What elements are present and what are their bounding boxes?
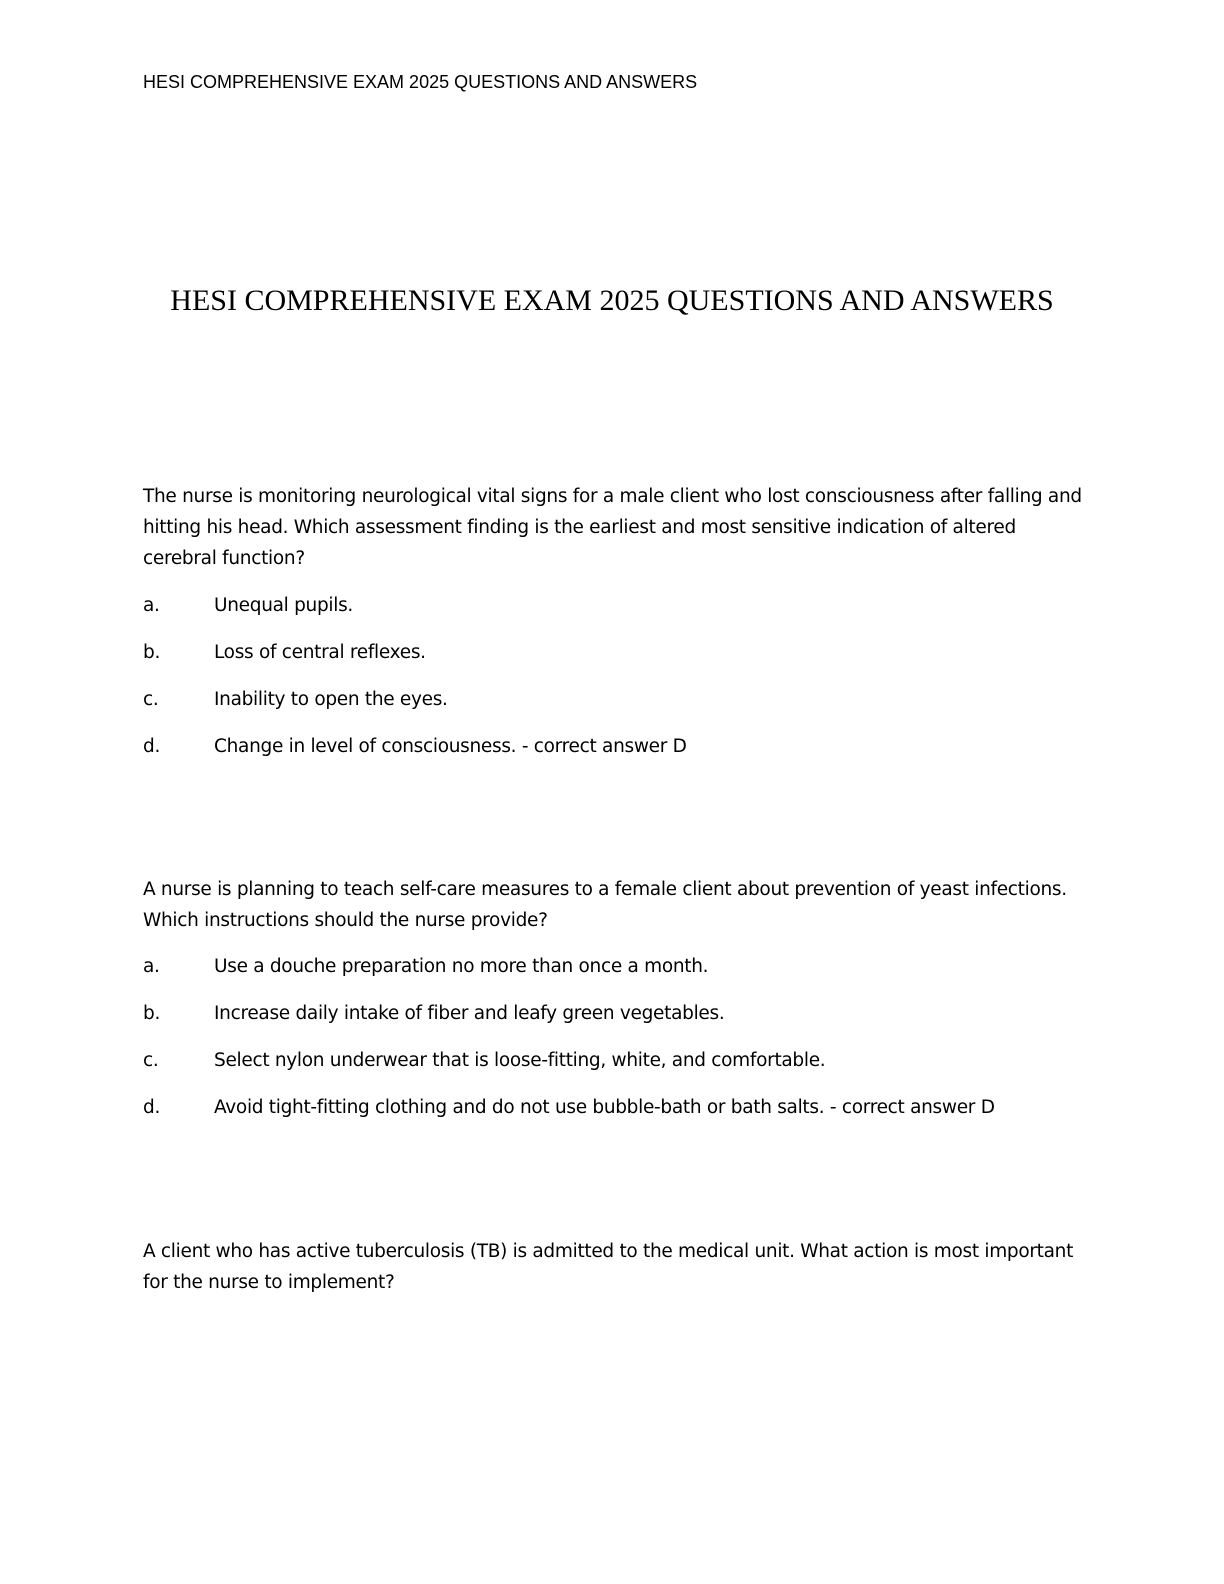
question-2-option-b [143,1003,724,1024]
option-letter: a. [143,956,160,977]
question-2-option-a [143,956,708,977]
option-text: Unequal pupils. [214,595,353,616]
option-text: Avoid tight-fitting clothing and do not use bubble-bath or bath salts. - correct answer D [214,1097,995,1118]
option-letter: b. [143,1003,161,1024]
option-letter: c. [143,1050,159,1071]
question-2-option-c [143,1050,825,1071]
question-1-text: The nurse is monitoring neurological vital signs for a male client who lost consciousness after falling and hitting his head. Which assessment finding is the earliest and most sensitive indication of altered cerebral function? [143,486,1082,569]
option-letter: b. [143,642,161,663]
question-1-option-a [143,595,353,616]
question-2-option-d [143,1097,995,1118]
option-text: Use a douche preparation no more than once a month. [214,956,709,977]
option-text: Increase daily intake of fiber and leafy green vegetables. [214,1003,725,1024]
option-text: Select nylon underwear that is loose-fitting, white, and comfortable. [214,1050,826,1071]
option-letter: d. [143,736,161,757]
option-letter: a. [143,595,160,616]
question-1-option-c [143,689,448,710]
question-1-option-d [143,736,687,757]
option-text: Inability to open the eyes. [214,689,448,710]
question-3-text: A client who has active tuberculosis (TB) is admitted to the medical unit. What action is most important for the nurse to implement? [143,1241,1074,1293]
option-text: Change in level of consciousness. - correct answer D [214,736,687,757]
option-letter: c. [143,689,159,710]
option-letter: d. [143,1097,161,1118]
page-header: HESI COMPREHENSIVE EXAM 2025 QUESTIONS AND ANSWERS [143,72,698,92]
question-2-text: A nurse is planning to teach self-care measures to a female client about prevention of yeast infections. Which instructions should the nurse provide? [143,879,1067,931]
question-1-option-b [143,642,426,663]
option-text: Loss of central reflexes. [214,642,426,663]
document-title: HESI COMPREHENSIVE EXAM 2025 QUESTIONS AND ANSWERS [170,284,1054,317]
